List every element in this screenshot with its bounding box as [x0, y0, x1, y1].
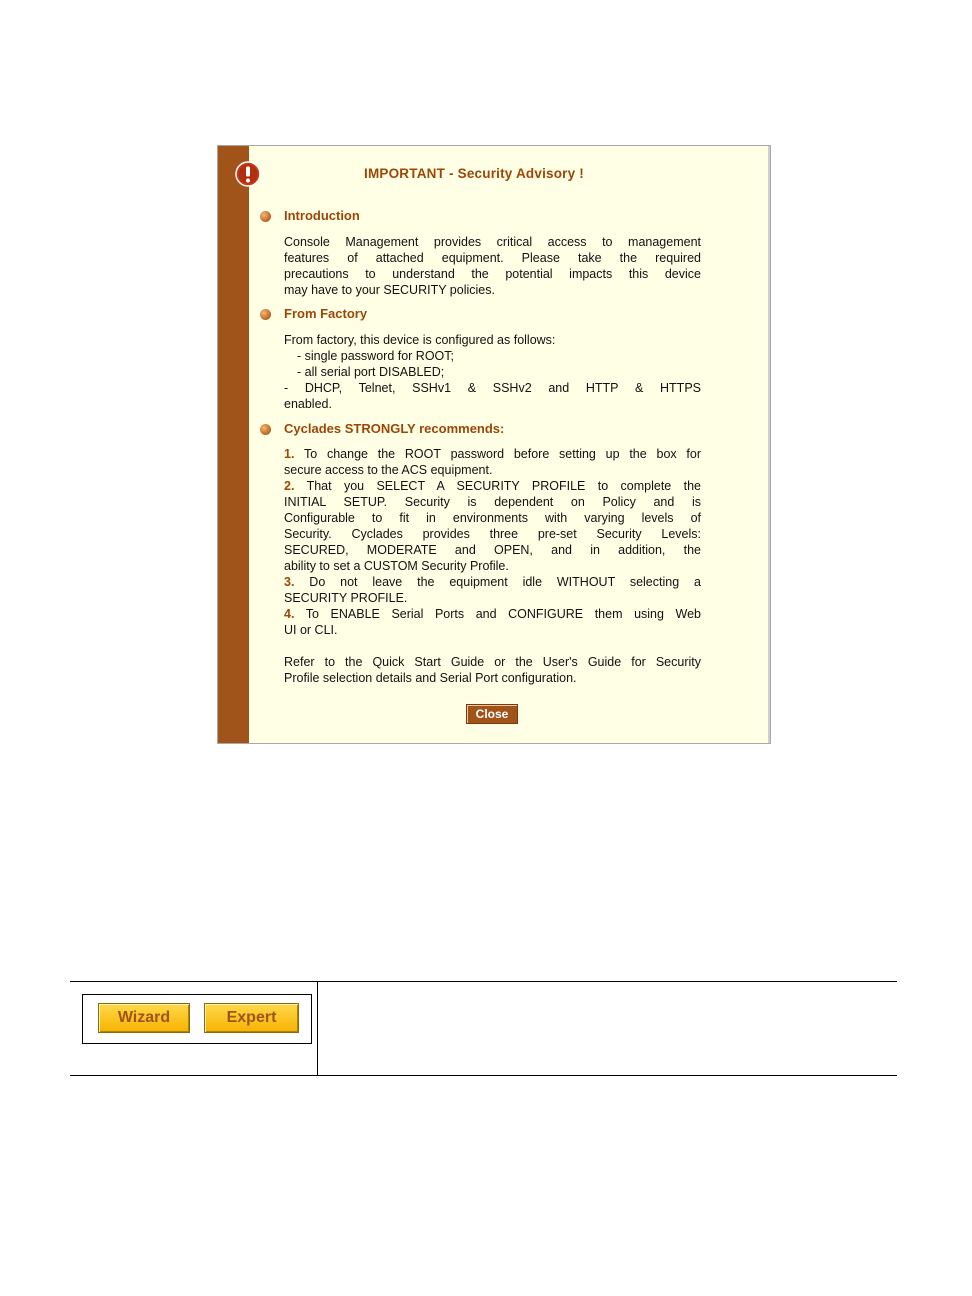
factory-heading: From Factory: [284, 306, 368, 321]
text-line: features of attached equipment. Please take the required: [284, 251, 701, 265]
text-line: Do not leave the equipment idle WITHOUT selecting a: [309, 575, 701, 589]
introduction-text: [284, 234, 701, 298]
text-line: Console Management provides critical access to management: [284, 235, 701, 249]
text-line: Refer to the Quick Start Guide or the User's Guide for Security: [284, 655, 701, 669]
table-bottom-rule: [70, 1075, 897, 1076]
mode-button-group: [82, 994, 312, 1044]
text-line: Profile selection details and Serial Port configuration.: [284, 671, 577, 685]
security-advisory-window: [217, 145, 771, 744]
spacer: [284, 638, 701, 654]
text-line: may have to your SECURITY policies.: [284, 283, 495, 297]
text-line: Configurable to fit in environments with varying levels of: [284, 511, 701, 525]
text-line: SECURED, MODERATE and OPEN, and in addition, the: [284, 543, 701, 557]
list-item: [284, 606, 701, 622]
text-line: To ENABLE Serial Ports and CONFIGURE them using Web: [305, 607, 701, 621]
text-line: From factory, this device is configured as follows:: [284, 333, 556, 347]
text-line: - DHCP, Telnet, SSHv1 & SSHv2 and HTTP & HTTPS: [284, 381, 701, 395]
close-button[interactable]: Close: [466, 704, 518, 724]
window-edge: [768, 146, 770, 743]
item-number: 3.: [284, 575, 295, 589]
left-rail: [218, 146, 249, 743]
advisory-title: IMPORTANT - Security Advisory !: [364, 166, 584, 181]
warning-icon: [235, 161, 261, 187]
item-number: 2.: [284, 479, 295, 493]
list-item: [284, 574, 701, 590]
text-line: Security. Cyclades provides three pre-set Security Levels:: [284, 527, 701, 541]
item-number: 4.: [284, 607, 295, 621]
text-line: secure access to the ACS equipment.: [284, 463, 493, 477]
factory-text: [284, 332, 701, 412]
recommends-text: [284, 446, 701, 686]
bullet-icon: [260, 309, 271, 320]
text-line: - single password for ROOT;: [297, 349, 454, 363]
text-line: enabled.: [284, 397, 332, 411]
bullet-icon: [260, 211, 271, 222]
recommends-heading: Cyclades STRONGLY recommends:: [284, 421, 505, 436]
bullet-icon: [260, 424, 271, 435]
list-item: [284, 478, 701, 494]
text-line: - all serial port DISABLED;: [297, 365, 445, 379]
item-number: 1.: [284, 447, 295, 461]
text-line: INITIAL SETUP. Security is dependent on Policy and is: [284, 495, 701, 509]
text-line: UI or CLI.: [284, 623, 338, 637]
wizard-button[interactable]: Wizard: [98, 1003, 190, 1033]
expert-button[interactable]: Expert: [204, 1003, 299, 1033]
introduction-heading: Introduction: [284, 208, 360, 223]
list-item: [284, 446, 701, 462]
text-line: That you SELECT A SECURITY PROFILE to complete the: [306, 479, 701, 493]
text-line: To change the ROOT password before setting up the box for: [304, 447, 702, 461]
text-line: ability to set a CUSTOM Security Profile.: [284, 559, 509, 573]
table-column-divider: [317, 981, 318, 1076]
table-top-rule: [70, 981, 897, 982]
text-line: precautions to understand the potential impacts this device: [284, 267, 701, 281]
text-line: SECURITY PROFILE.: [284, 591, 408, 605]
